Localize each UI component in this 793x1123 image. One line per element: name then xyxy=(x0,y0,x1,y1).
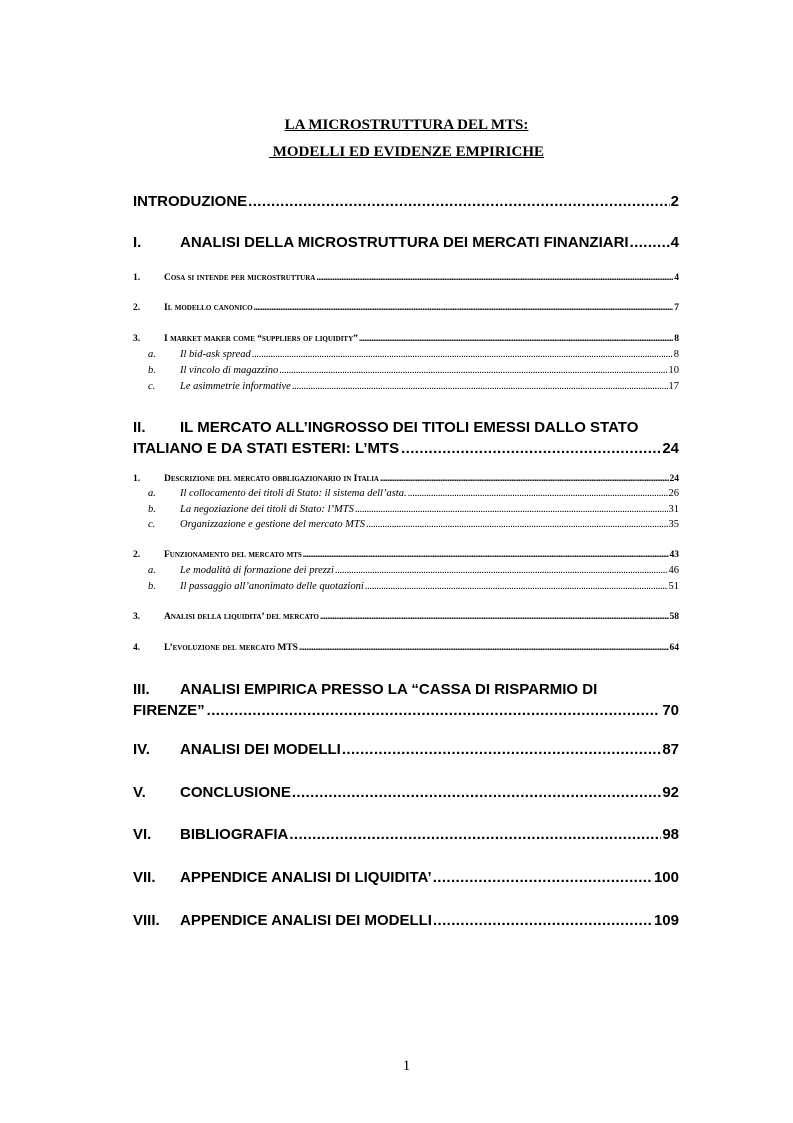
toc-page-number: 46 xyxy=(668,565,679,576)
toc-entry-number: VII. xyxy=(133,869,156,886)
dot-leader xyxy=(303,549,669,561)
toc-entry-subsection-2-1-c[interactable] xyxy=(148,518,679,531)
toc-entry-chapter-3[interactable] xyxy=(133,679,679,721)
toc-page-number: 100 xyxy=(653,869,679,886)
toc-entry-text: ANALISI DELLA MICROSTRUTTURA DEI MERCATI FINANZIARI xyxy=(180,234,629,251)
toc-entry-text: Analisi della liquidita’ del mercato xyxy=(164,612,319,622)
toc-entry-text: Il passaggio all’anonimato delle quotazioni xyxy=(180,581,364,592)
toc-page-number: 2 xyxy=(670,193,679,210)
toc-page-number: 10 xyxy=(668,365,679,376)
dot-leader xyxy=(335,564,668,577)
toc-entry-section-2-1[interactable] xyxy=(133,473,679,485)
toc-entry-subsection-2-1-b[interactable] xyxy=(148,503,679,516)
toc-entry-subsection-1-3-a[interactable] xyxy=(148,348,679,361)
toc-entry-text: Le asimmetrie informative xyxy=(180,381,291,392)
toc-entry-text: Cosa si intende per microstruttura xyxy=(164,273,316,283)
toc-page-number: 43 xyxy=(669,550,679,560)
toc-entry-chapter-1[interactable] xyxy=(133,234,679,252)
toc-entry-number: b. xyxy=(148,581,156,592)
toc-page-number: 109 xyxy=(653,912,679,929)
dot-leader xyxy=(401,438,660,459)
dot-leader xyxy=(365,580,668,593)
toc-entry-chapter-8[interactable] xyxy=(133,912,679,930)
toc-entry-text-line-2: FIRENZE” xyxy=(133,702,205,719)
toc-page-number: 87 xyxy=(662,741,679,758)
toc-page-number: 70 xyxy=(662,702,679,719)
toc-page-number: 98 xyxy=(662,826,679,843)
toc-entry-subsection-1-3-c[interactable] xyxy=(148,380,679,393)
toc-entry-number: 4. xyxy=(133,643,141,653)
toc-page-number: 58 xyxy=(669,612,679,622)
toc-entry-number: 3. xyxy=(133,612,141,622)
dot-leader xyxy=(433,912,653,930)
toc-entry-section-1-3[interactable] xyxy=(133,333,679,345)
toc-page-number: 24 xyxy=(662,440,679,457)
toc-entry-chapter-6[interactable] xyxy=(133,826,679,844)
dot-leader xyxy=(342,741,661,759)
dot-leader xyxy=(299,642,669,654)
toc-entry-number: 2. xyxy=(133,303,141,313)
toc-entry-text: INTRODUZIONE xyxy=(133,193,248,210)
dot-leader xyxy=(380,473,669,485)
toc-page-number: 64 xyxy=(669,643,679,653)
toc-entry-number: 1. xyxy=(133,273,141,283)
toc-entry-section-2-3[interactable] xyxy=(133,611,679,623)
toc-entry-section-1-1[interactable] xyxy=(133,272,679,284)
dot-leader xyxy=(254,302,674,314)
dot-leader xyxy=(207,700,661,721)
toc-entry-number: c. xyxy=(148,381,156,392)
dot-leader xyxy=(316,272,673,284)
toc-page-number: 8 xyxy=(674,334,679,344)
toc-page-number: 26 xyxy=(668,488,679,499)
toc-entry-text: L’evoluzione del mercato MTS xyxy=(164,643,298,653)
toc-page-number: 7 xyxy=(674,303,679,313)
toc-entry-text: Organizzazione e gestione del mercato MTS xyxy=(180,519,365,530)
toc-entry-subsection-1-3-b[interactable] xyxy=(148,364,679,377)
toc-entry-text: APPENDICE ANALISI DEI MODELLI xyxy=(180,912,432,929)
toc-page-number: 4 xyxy=(674,273,679,283)
toc-entry-text: Funzionamento del mercato mts xyxy=(164,550,302,560)
toc-entry-text: CONCLUSIONE xyxy=(180,784,291,801)
dot-leader xyxy=(292,784,661,802)
toc-entry-text: Il collocamento dei titoli di Stato: il sistema dell’asta. xyxy=(180,488,407,499)
toc-entry-number: 1. xyxy=(133,474,141,484)
page-number: 1 xyxy=(402,1058,411,1074)
dot-leader xyxy=(248,193,669,211)
dot-leader xyxy=(279,364,667,377)
toc-entry-chapter-7[interactable] xyxy=(133,869,679,887)
toc-page-number: 92 xyxy=(662,784,679,801)
toc-entry-number: 3. xyxy=(133,334,141,344)
toc-entry-number: b. xyxy=(148,504,156,515)
toc-entry-number: VI. xyxy=(133,826,152,843)
toc-entry-number: a. xyxy=(148,488,156,499)
toc-page-number: 31 xyxy=(668,504,679,515)
toc-entry-chapter-2[interactable] xyxy=(133,417,679,459)
toc-entry-number: a. xyxy=(148,349,156,360)
toc-entry-subsection-2-2-a[interactable] xyxy=(148,564,679,577)
toc-entry-text: ANALISI DEI MODELLI xyxy=(180,741,341,758)
toc-page-number: 51 xyxy=(668,581,679,592)
toc-entry-subsection-2-1-a[interactable] xyxy=(148,487,679,500)
toc-entry-text: Il vincolo di magazzino xyxy=(180,365,279,376)
dot-leader xyxy=(359,333,673,345)
toc-entry-number: a. xyxy=(148,565,156,576)
dot-leader xyxy=(320,611,669,623)
toc-entry-text: APPENDICE ANALISI DI LIQUIDITA’ xyxy=(180,869,432,886)
toc-entry-introduzione[interactable] xyxy=(133,193,679,211)
toc-entry-text: Il modello canonico xyxy=(164,303,253,313)
dot-leader xyxy=(355,503,668,516)
toc-entry-text-line-2: ITALIANO E DA STATI ESTERI: L’MTS xyxy=(133,440,400,457)
toc-entry-text-line-1: ANALISI EMPIRICA PRESSO LA “CASSA DI RISPARMIO DI xyxy=(180,681,598,698)
toc-page-number: 4 xyxy=(670,234,679,251)
dot-leader xyxy=(408,487,668,500)
toc-entry-text-line-1: IL MERCATO ALL’INGROSSO DEI TITOLI EMESSI DALLO STATO xyxy=(180,419,639,436)
toc-entry-number: IV. xyxy=(133,741,150,758)
toc-entry-text: Descrizione del mercato obbligazionario in Italia xyxy=(164,474,379,484)
dot-leader xyxy=(366,518,668,531)
dot-leader xyxy=(630,234,670,252)
toc-entry-number: I. xyxy=(133,234,142,251)
toc-entry-number: V. xyxy=(133,784,146,801)
dot-leader xyxy=(289,826,661,844)
toc-entry-section-2-4[interactable] xyxy=(133,642,679,654)
toc-entry-section-1-2[interactable] xyxy=(133,302,679,314)
toc-entry-subsection-2-2-b[interactable] xyxy=(148,580,679,593)
toc-entry-number: c. xyxy=(148,519,156,530)
toc-entry-number: III. xyxy=(133,681,150,698)
dot-leader xyxy=(252,348,673,361)
toc-entry-text: I market maker come “suppliers of liquidity” xyxy=(164,334,358,344)
toc-entry-text: La negoziazione dei titoli di Stato: l’MTS xyxy=(180,504,354,515)
toc-entry-text: Il bid-ask spread xyxy=(180,349,251,360)
dot-leader xyxy=(292,380,668,393)
dot-leader xyxy=(433,869,653,887)
toc-entry-number: 2. xyxy=(133,550,141,560)
document-title-line-2: MODELLI ED EVIDENZE EMPIRICHE xyxy=(268,144,545,160)
document-title-line-1: LA MICROSTRUTTURA DEL MTS: xyxy=(284,117,529,133)
toc-page-number: 17 xyxy=(668,381,679,392)
toc-page-number: 24 xyxy=(669,474,679,484)
toc-entry-chapter-4[interactable] xyxy=(133,741,679,759)
toc-entry-text: Le modalità di formazione dei prezzi xyxy=(180,565,334,576)
toc-entry-section-2-2[interactable] xyxy=(133,549,679,561)
toc-entry-number: II. xyxy=(133,419,146,436)
toc-page-number: 8 xyxy=(673,349,679,360)
toc-entry-chapter-5[interactable] xyxy=(133,784,679,802)
toc-entry-number: VIII. xyxy=(133,912,160,929)
toc-page-number: 35 xyxy=(668,519,679,530)
toc-entry-number: b. xyxy=(148,365,156,376)
toc-entry-text: BIBLIOGRAFIA xyxy=(180,826,289,843)
